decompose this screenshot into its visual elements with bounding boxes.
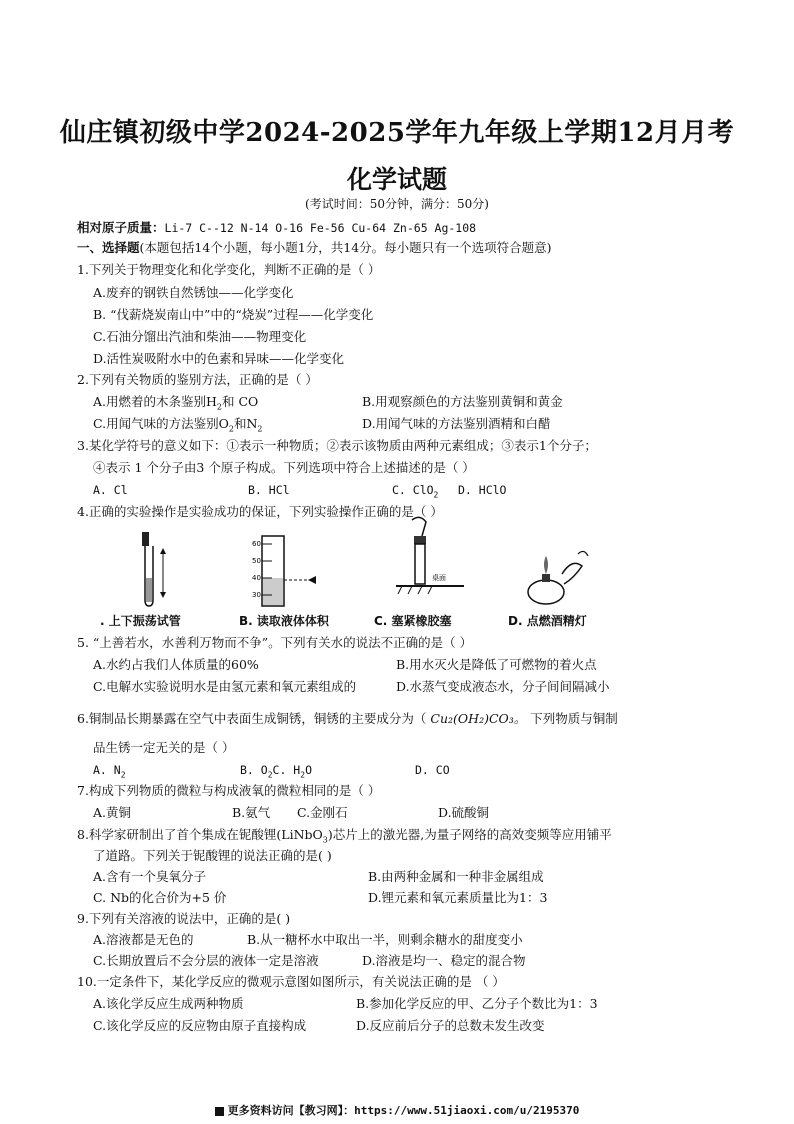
q3-stem-line1: 3.某化学符号的意义如下：①表示一种物质；②表示该物质由两种元素组成；③表示1个分子； bbox=[77, 438, 597, 453]
q3-option-c-pre: C. ClO bbox=[392, 483, 434, 497]
atomic-mass-label: 相对原子质量： bbox=[77, 220, 165, 235]
q1-option-d: D.活性炭吸附水中的色素和异味——化学变化 bbox=[93, 351, 345, 366]
q4-stem: 4.正确的实验操作是实验成功的保证，下列实验操作正确的是（ ） bbox=[77, 504, 443, 519]
q7-option-d: D.硫酸铜 bbox=[438, 805, 490, 820]
q2-option-a bbox=[93, 394, 258, 416]
q6-option-a bbox=[93, 762, 126, 783]
q7-option-b: B.氨气 bbox=[232, 805, 271, 820]
second-lamp-icon bbox=[562, 563, 582, 584]
desk-hatch bbox=[418, 586, 422, 594]
q4-caption-b: B. 读取液体体积 bbox=[239, 614, 329, 628]
q5-option-a: A.水约占我们人体质量的60% bbox=[93, 657, 259, 672]
q2-option-c-pre: C.用闻气味的方法鉴别O bbox=[93, 416, 229, 431]
q9-option-c: C.长期放置后不会分层的液体一定是溶液 bbox=[93, 953, 319, 968]
q6-stem-line2: 品生锈一定无关的是（ ） bbox=[93, 740, 235, 755]
footer-text[interactable]: 更多资料访问【教习网】：https://www.51jiaoxi.com/u/2195370 bbox=[227, 1104, 580, 1117]
q8-option-b: B.由两种金属和一种非金属组成 bbox=[368, 869, 544, 884]
lamp-neck-icon bbox=[542, 574, 550, 582]
eye-icon bbox=[308, 576, 316, 584]
q6-option-c-sub: 2 bbox=[300, 770, 306, 780]
q1-option-b: B. “伐薪烧炭南山中”中的“烧炭”过程——化学变化 bbox=[93, 307, 374, 322]
q10-option-c: C.该化学反应的反应物由原子直接构成 bbox=[93, 1018, 307, 1033]
q5-option-d: D.水蒸气变成液态水，分子间间隔减小 bbox=[396, 679, 610, 694]
desk-hatch bbox=[408, 586, 412, 594]
q6-stem-pre: 6.铜制品长期暴露在空气中表面生成铜锈，铜锈的主要成分为（ bbox=[77, 711, 427, 726]
exam-info: (考试时间：50分钟，满分：50分) bbox=[305, 197, 489, 211]
q6-option-bc bbox=[240, 762, 312, 783]
q4-caption-d: D. 点燃酒精灯 bbox=[508, 614, 587, 628]
test-tube-shake-illustration bbox=[118, 528, 218, 608]
section1-desc: (本题包括14个小题，每小题1分，共14分。每小题只有一个选项符合题意) bbox=[139, 240, 552, 255]
q9-stem: 9.下列有关溶液的说法中，正确的是( ) bbox=[77, 911, 291, 926]
q3-option-d: D. HClO bbox=[458, 483, 507, 497]
atomic-mass-line bbox=[77, 220, 476, 236]
q2-stem: 2.下列有关物质的鉴别方法，正确的是（ ） bbox=[77, 372, 318, 387]
arrow-head-down-icon bbox=[160, 592, 166, 598]
q9-option-d: D.溶液是均一、稳定的混合物 bbox=[362, 953, 526, 968]
q1-stem: 1.下列关于物理变化和化学变化，判断不正确的是（ ） bbox=[77, 262, 381, 277]
q2-option-c-mid: 和N bbox=[233, 416, 258, 431]
q1-option-a: A.废弃的钢铁自然锈蚀——化学变化 bbox=[93, 285, 294, 300]
q2-option-b: B.用观察颜色的方法鉴别黄铜和黄金 bbox=[362, 394, 563, 409]
q3-stem-line2: ④表示 1 个分子由3 个原子构成。下列选项中符合上述描述的是（ ） bbox=[93, 460, 475, 475]
q10-stem: 10.一定条件下，某化学反应的微观示意图如图所示，有关说法正确的是 （ ） bbox=[77, 974, 505, 989]
q5-stem: 5. “上善若水，水善利万物而不争”。下列有关水的说法不正确的是（ ） bbox=[77, 635, 473, 650]
flame-icon bbox=[544, 556, 548, 574]
q5-option-b: B.用水灭火是降低了可燃物的着火点 bbox=[396, 657, 597, 672]
graduated-cylinder-illustration bbox=[252, 534, 332, 608]
lamp-body-icon bbox=[528, 580, 564, 604]
q4-caption-a: . 上下振荡试管 bbox=[100, 614, 181, 628]
tick-label: 30 bbox=[252, 591, 261, 599]
q8-stem-post: )芯片上的激光器,为量子网络的高效变频等应用铺平 bbox=[327, 827, 612, 842]
q7-option-a: A.黄铜 bbox=[93, 805, 132, 820]
tick-label: 50 bbox=[252, 557, 261, 565]
q3-option-c-sub: 2 bbox=[433, 490, 439, 500]
desk-hatch bbox=[398, 586, 402, 594]
section1-title: 一、选择题 bbox=[77, 240, 140, 255]
section1-header bbox=[77, 240, 552, 256]
rubber-stopper-illustration bbox=[392, 514, 472, 610]
q6-option-d: D. CO bbox=[415, 763, 450, 777]
tube-icon bbox=[415, 544, 425, 584]
q10-option-b: B.参加化学反应的甲、乙分子个数比为1：3 bbox=[356, 996, 598, 1011]
q8-option-d: D.锂元素和氧元素质量比为1：3 bbox=[368, 890, 548, 905]
q8-stem-line1 bbox=[77, 827, 612, 849]
q8-stem-sub: 3 bbox=[322, 835, 328, 845]
q2-option-c-sub1: 2 bbox=[228, 424, 234, 434]
q10-option-d: D.反应前后分子的总数未发生改变 bbox=[356, 1018, 545, 1033]
arrow-head-up-icon bbox=[160, 548, 166, 554]
desk-label: 桌面 bbox=[432, 574, 446, 582]
q8-option-c: C. Nb的化合价为+5 价 bbox=[93, 890, 227, 905]
hand-icon bbox=[412, 517, 426, 536]
q2-option-d: D.用闻气味的方法鉴别酒精和白醋 bbox=[362, 416, 551, 431]
tick-label: 40 bbox=[252, 574, 261, 582]
q6-option-c-post: O bbox=[305, 763, 312, 777]
q7-option-c: C.金刚石 bbox=[297, 805, 348, 820]
tilted-flame-icon bbox=[578, 551, 588, 556]
flag-icon bbox=[215, 1107, 224, 1116]
q6-option-a-pre: A. N bbox=[93, 763, 121, 777]
q8-option-a: A.含有一个臭氧分子 bbox=[93, 869, 207, 884]
footer-link[interactable] bbox=[0, 1102, 794, 1118]
q6-option-c-pre: C. H bbox=[272, 763, 301, 777]
q6-formula: Cu₂(OH₂)CO₃。 bbox=[430, 711, 527, 726]
page-subtitle: 化学试题 bbox=[346, 165, 447, 194]
stopper-icon bbox=[414, 536, 426, 544]
q6-option-b-pre: B. O bbox=[240, 763, 268, 777]
q2-option-c-sub2: 2 bbox=[257, 424, 263, 434]
q9-option-b: B.从一糖杯水中取出一半，则剩余糖水的甜度变小 bbox=[247, 932, 523, 947]
q3-option-a: A. Cl bbox=[93, 483, 128, 497]
q4-caption-c: C. 塞紧橡胶塞 bbox=[374, 614, 452, 628]
q7-stem: 7.构成下列物质的微粒与构成液氧的微粒相同的是（ ） bbox=[77, 783, 381, 798]
q2-option-c bbox=[93, 416, 262, 438]
q3-option-c bbox=[392, 482, 438, 503]
q6-option-a-sub: 2 bbox=[120, 770, 126, 780]
q8-stem-pre: 8.科学家研制出了首个集成在铌酸锂(LiNbO bbox=[77, 827, 323, 842]
q1-option-c: C.石油分馏出汽油和柴油——物理变化 bbox=[93, 329, 307, 344]
cylinder-liquid-icon bbox=[263, 578, 283, 605]
q6-stem-line1 bbox=[77, 711, 618, 727]
q2-option-a-pre: A.用燃着的木条鉴别H bbox=[93, 394, 217, 409]
page-title: 仙庄镇初级中学2024-2025学年九年级上学期12月月考 bbox=[59, 118, 735, 148]
q2-option-a-sub: 2 bbox=[216, 402, 222, 412]
q6-option-b-sub: 2 bbox=[267, 770, 273, 780]
tick-label: 60 bbox=[252, 540, 261, 548]
q9-option-a: A.溶液都是无色的 bbox=[93, 932, 194, 947]
q3-option-b: B. HCl bbox=[248, 483, 290, 497]
liquid-fill-icon bbox=[146, 578, 152, 602]
tube-clamp-icon bbox=[142, 532, 149, 546]
q2-option-a-post: 和 CO bbox=[222, 394, 259, 409]
q6-stem-post: 下列物质与铜制 bbox=[530, 711, 618, 726]
q5-option-c: C.电解水实验说明水是由氢元素和氧元素组成的 bbox=[93, 679, 357, 694]
q10-option-a: A.该化学反应生成两种物质 bbox=[93, 996, 244, 1011]
alcohol-lamp-illustration bbox=[522, 544, 602, 608]
atomic-mass-values: Li-7 C--12 N-14 O-16 Fe-56 Cu-64 Zn-65 Ag-108 bbox=[164, 221, 477, 235]
q8-stem-line2: 了道路。下列关于铌酸锂的说法正确的是( ) bbox=[93, 848, 332, 863]
desk-hatch bbox=[428, 586, 432, 594]
